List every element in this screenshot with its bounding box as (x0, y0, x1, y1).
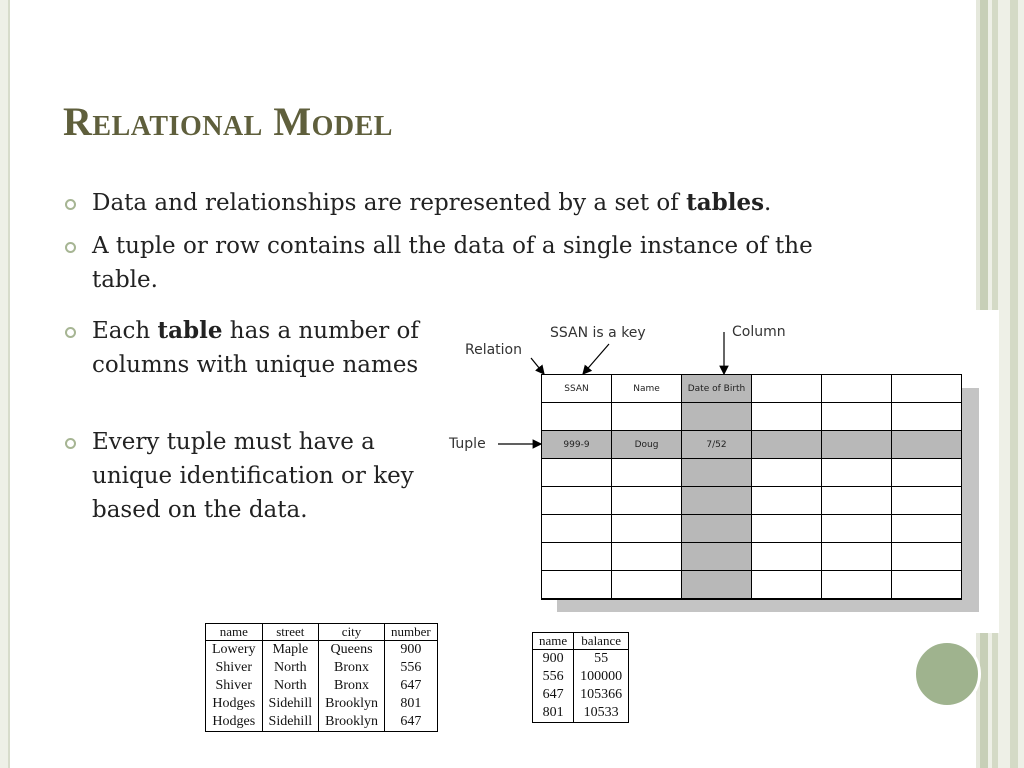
decor-stripe (998, 0, 1010, 768)
table-cell: Bronx (319, 677, 385, 695)
table-cell: Brooklyn (319, 713, 385, 732)
bullet-text: A tuple or row contains all the data of a single instance of the table. (92, 233, 813, 293)
table-cell: Shiver (206, 677, 263, 695)
ssan-key-label: SSAN is a key (550, 325, 646, 341)
bullet-text: Every tuple must have a unique identification or key based on the data. (92, 429, 414, 523)
header-cell: SSAN (542, 375, 612, 403)
table-cell: Lowery (206, 641, 263, 660)
decor-circle (913, 640, 981, 708)
decor-stripe (1018, 0, 1024, 768)
table-row (206, 641, 438, 660)
table-cell: Sidehill (262, 713, 319, 732)
bullet-bold: tables (686, 189, 765, 216)
slide-title: Relational Model (63, 99, 393, 144)
table-cell: 100000 (574, 668, 629, 686)
key-arrow (583, 344, 609, 374)
table-cell: 105366 (574, 686, 629, 704)
column-header: name (206, 624, 263, 641)
column-header: number (385, 624, 438, 641)
bullet-tuple (92, 229, 872, 297)
table-header (206, 624, 438, 641)
table-row (533, 704, 629, 723)
tuple-cell: 999-9 (542, 431, 612, 459)
relation-diagram (443, 310, 999, 633)
table-cell: Brooklyn (319, 695, 385, 713)
table-cell: 900 (533, 650, 574, 669)
bullet-key (92, 425, 442, 527)
relation-arrow (531, 358, 544, 374)
table-cell: 10533 (574, 704, 629, 723)
bullet-text: has a number of columns with unique names (92, 318, 419, 378)
table-cell: Queens (319, 641, 385, 660)
table-cell: Bronx (319, 659, 385, 677)
table-cell: North (262, 677, 319, 695)
table-cell: 647 (385, 713, 438, 732)
bullet-tables (92, 186, 892, 220)
tuple-cell: Doug (612, 431, 682, 459)
table-cell: Maple (262, 641, 319, 660)
table-cell: 556 (533, 668, 574, 686)
bullet-bold: table (157, 317, 223, 344)
header-cell: Date of Birth (682, 375, 752, 403)
table-cell: 647 (385, 677, 438, 695)
bullet-text: Each (92, 318, 158, 344)
bullet-columns (92, 314, 442, 382)
decor-stripe (1010, 0, 1018, 768)
table-cell: 55 (574, 650, 629, 669)
table-cell: Hodges (206, 713, 263, 732)
tuple-label: Tuple (449, 436, 486, 452)
bullet-icon (65, 242, 76, 253)
table-row (206, 659, 438, 677)
table-cell: 647 (533, 686, 574, 704)
table-row (533, 650, 629, 669)
table-cell: Shiver (206, 659, 263, 677)
table-cell: 801 (533, 704, 574, 723)
bullet-icon (65, 199, 76, 210)
table-cell: Sidehill (262, 695, 319, 713)
column-header: city (319, 624, 385, 641)
table-cell: 556 (385, 659, 438, 677)
table-cell: 801 (385, 695, 438, 713)
bullet-icon (65, 327, 76, 338)
bullet-icon (65, 438, 76, 449)
column-header: name (533, 633, 574, 650)
bullet-text: Data and relationships are represented by a set of (92, 190, 687, 216)
table-cell: Hodges (206, 695, 263, 713)
account-table (532, 632, 629, 723)
column-label: Column (732, 324, 786, 340)
table-header (533, 633, 629, 650)
table-row (533, 686, 629, 704)
table-cell: North (262, 659, 319, 677)
tuple-cell: 7/52 (682, 431, 752, 459)
column-header: balance (574, 633, 629, 650)
table-cell: 900 (385, 641, 438, 660)
table-row (206, 677, 438, 695)
relation-label: Relation (465, 342, 522, 358)
bullet-text: . (764, 190, 772, 216)
table-row (206, 695, 438, 713)
table-row (206, 713, 438, 732)
customer-table (205, 623, 438, 732)
table-row (533, 668, 629, 686)
column-header: street (262, 624, 319, 641)
header-cell: Name (612, 375, 682, 403)
diagram-arrows (443, 310, 999, 633)
